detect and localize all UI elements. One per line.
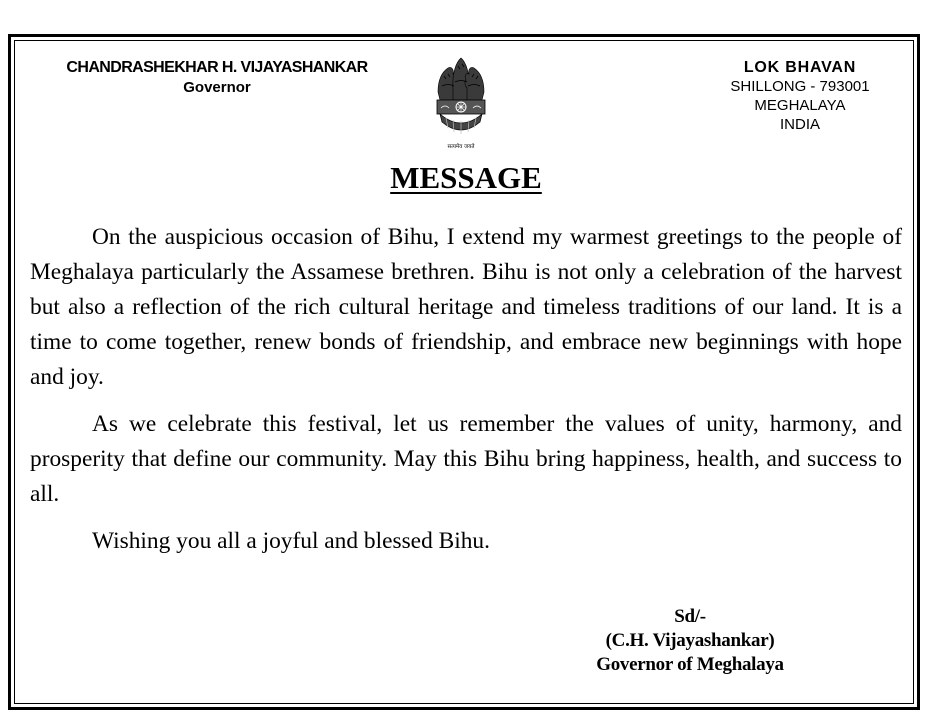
address-country: INDIA: [779, 116, 820, 133]
message-paragraph: On the auspicious occasion of Bihu, I extend my warmest greetings to the people of Meghalaya particularly the Assamese brethren. Bihu is not only a celebration of the harvest but also a reflection of the rich cultural heritage and timeless traditions of our land. It is a time to come together, renew bonds of friendship, and embrace new beginnings with hope and joy.: [30, 224, 902, 390]
message-paragraph: As we celebrate this festival, let us remember the values of unity, harmony, and prosperity that define our community. May this Bihu bring happiness, health, and success to all.: [30, 411, 902, 507]
message-body: [30, 220, 902, 571]
signature-sd: Sd/-: [674, 606, 706, 627]
emblem-motto: सत्यमेव जयते: [447, 144, 475, 150]
sender-block: [22, 58, 412, 98]
message-title: MESSAGE: [390, 160, 542, 195]
message-paragraph: Wishing you all a joyful and blessed Bihu.: [92, 528, 490, 554]
address-city: SHILLONG - 793001: [730, 78, 870, 95]
address-block: [700, 58, 900, 134]
governor-name: CHANDRASHEKHAR H. VIJAYASHANKAR: [66, 59, 368, 76]
signatory-name: (C.H. Vijayashankar): [605, 630, 775, 651]
office-name: LOK BHAVAN: [743, 59, 857, 76]
governor-title: Governor: [183, 79, 251, 96]
signatory-designation: Governor of Meghalaya: [596, 654, 784, 675]
state-emblem-icon: [428, 52, 494, 152]
address-state: MEGHALAYA: [754, 97, 846, 114]
signature-block: [540, 605, 840, 677]
